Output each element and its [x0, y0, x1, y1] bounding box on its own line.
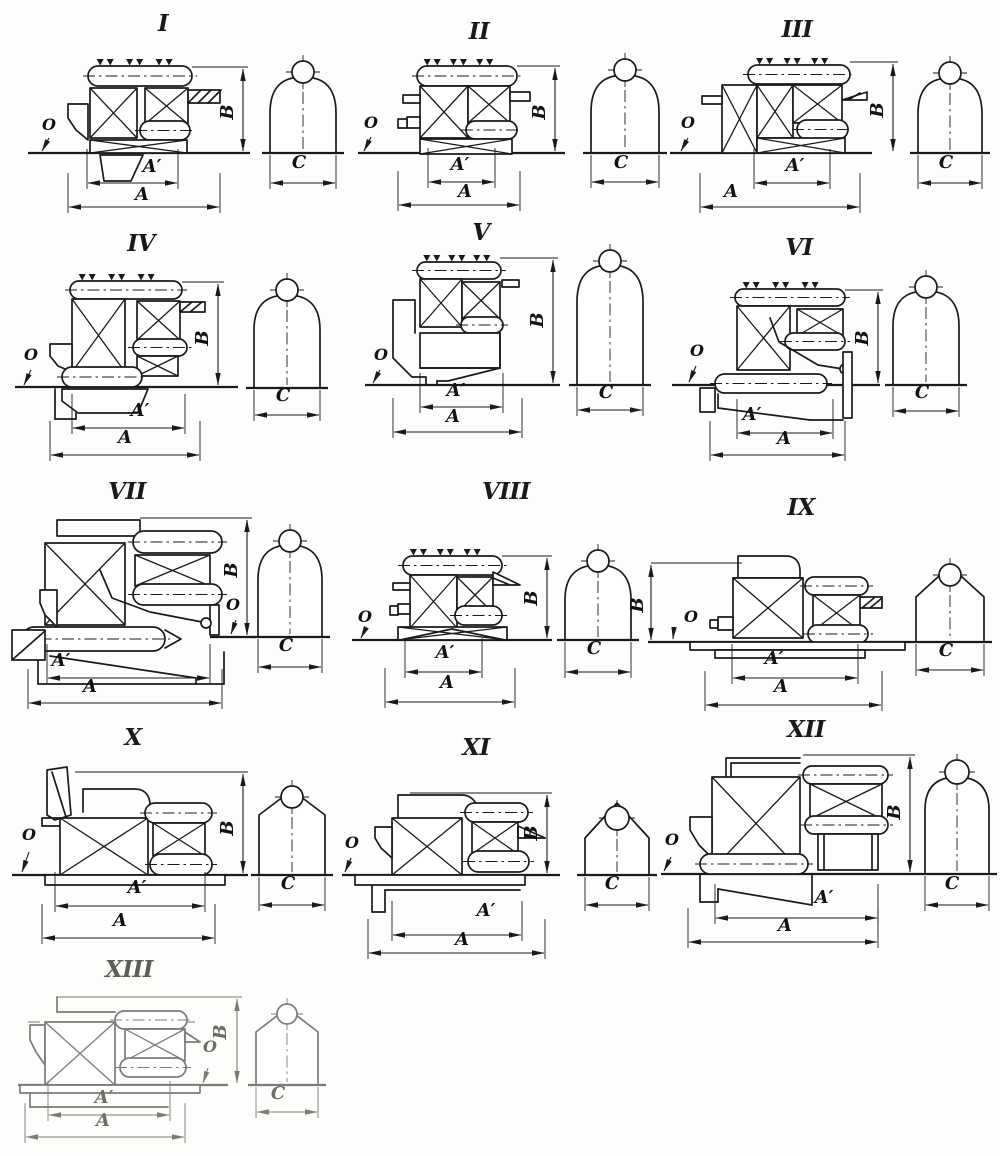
dim-label-b: B: [884, 804, 905, 820]
bolt-icon: [476, 59, 483, 66]
dim-label-a-outer: A: [96, 1110, 110, 1131]
dim-label-c: C: [275, 385, 291, 406]
figure-X-numeral: X: [124, 724, 142, 751]
figure-XIII-numeral: XIII: [104, 956, 154, 983]
bolt-icon: [156, 59, 163, 66]
bolt-icon: [107, 59, 114, 66]
bolt-icon: [784, 58, 791, 65]
dim-label-a-outer: A: [724, 181, 738, 202]
dim-label-a-inner: A′: [450, 154, 470, 175]
shaft-circle: [281, 786, 303, 808]
dim-label-a-outer: A: [455, 929, 469, 950]
datum-arrow-icon: [203, 1068, 208, 1083]
figure-XI-numeral: XI: [462, 734, 490, 761]
bolt-icon: [450, 59, 457, 66]
bolt-icon: [474, 549, 481, 556]
bolt-icon: [420, 549, 427, 556]
dim-label-a-inner: A′: [785, 155, 805, 176]
figure-IX-numeral: IX: [787, 494, 815, 521]
dim-label-a-inner: A′: [142, 156, 162, 177]
bolt-icon: [782, 282, 789, 289]
figure-I-numeral: I: [157, 10, 169, 37]
dim-label-c: C: [938, 640, 954, 661]
dim-label-a-outer: A: [778, 915, 792, 936]
bolt-icon: [756, 58, 763, 65]
datum-arrow-icon: [673, 628, 674, 639]
bolt-icon: [148, 274, 155, 281]
dim-label-c: C: [914, 382, 930, 403]
datum-arrow-icon: [361, 628, 366, 638]
dim-label-a-outer: A: [440, 672, 454, 693]
bolt-icon: [802, 282, 809, 289]
datum-o-label: O: [24, 345, 38, 364]
dim-label-a-inner: A′: [435, 642, 455, 663]
figure-VIII-drawing: [352, 544, 639, 708]
dim-label-c: C: [598, 382, 614, 403]
dim-label-c: C: [604, 873, 620, 894]
bolt-icon: [812, 282, 819, 289]
bolt-icon: [108, 274, 115, 281]
dim-label-a-outer: A: [135, 184, 149, 205]
figure-IX-drawing: [627, 556, 992, 711]
datum-o-label: O: [665, 830, 679, 849]
datum-o-label: O: [42, 115, 56, 134]
bolt-icon: [473, 255, 480, 262]
bolt-icon: [821, 58, 828, 65]
dim-label-b: B: [627, 597, 648, 613]
shaft-circle: [605, 806, 629, 830]
dim-label-a-inner: A′: [94, 1087, 114, 1108]
dim-label-c: C: [280, 873, 296, 894]
bolt-icon: [464, 549, 471, 556]
shaft-circle: [939, 62, 961, 84]
figure-II-numeral: II: [468, 18, 490, 45]
figure-V-drawing: [365, 244, 651, 438]
bolt-icon: [448, 255, 455, 262]
shaft-circle: [292, 61, 314, 83]
datum-arrow-icon: [24, 370, 31, 385]
dim-label-a-outer: A: [458, 181, 472, 202]
dim-label-b: B: [221, 562, 242, 578]
bolt-icon: [410, 549, 417, 556]
dim-label-c: C: [270, 1083, 286, 1104]
dim-label-b: B: [217, 820, 238, 836]
datum-arrow-icon: [664, 857, 671, 871]
dim-label-b: B: [527, 312, 548, 328]
datum-o-label: O: [22, 825, 36, 844]
bolt-icon: [136, 59, 143, 66]
dim-label-a-inner: A′: [764, 648, 784, 669]
datum-o-label: O: [684, 607, 698, 626]
dim-label-c: C: [944, 873, 960, 894]
figure-IV-numeral: IV: [127, 230, 155, 257]
bolt-icon: [79, 274, 86, 281]
bolt-icon: [138, 274, 145, 281]
figure-XIII-drawing: [18, 997, 326, 1143]
drum-cylinder: [805, 577, 868, 595]
datum-arrow-icon: [22, 852, 29, 872]
dim-label-c: C: [938, 152, 954, 173]
datum-o-label: O: [690, 341, 704, 360]
dim-label-c: C: [291, 152, 307, 173]
bolt-icon: [126, 59, 133, 66]
figure-I-drawing: [28, 55, 344, 213]
bolt-icon: [458, 255, 465, 262]
dim-label-a-outer: A: [777, 428, 791, 449]
figure-VII-drawing: [12, 518, 330, 709]
datum-arrow-icon: [345, 858, 351, 872]
dim-label-c: C: [278, 635, 294, 656]
bolt-icon: [766, 58, 773, 65]
figure-XII-numeral: XII: [787, 716, 825, 743]
figure-III-drawing: [670, 56, 990, 213]
dim-label-a-inner: A′: [742, 404, 762, 425]
bolt-icon: [811, 58, 818, 65]
dim-label-a-inner: A′: [814, 887, 834, 908]
bolt-icon: [423, 255, 430, 262]
dim-label-a-outer: A: [774, 676, 788, 697]
figure-IV-drawing: [15, 273, 328, 461]
datum-arrow-icon: [689, 366, 696, 382]
bolt-icon: [433, 255, 440, 262]
bolt-icon: [89, 274, 96, 281]
dim-label-a-outer: A: [446, 406, 460, 427]
shaft-circle: [939, 564, 961, 586]
dim-label-b: B: [852, 330, 873, 346]
shaft-circle: [599, 250, 621, 272]
dim-label-b: B: [192, 330, 213, 346]
shaft-circle: [279, 530, 301, 552]
dim-label-a-inner: A′: [476, 900, 496, 921]
shaft-circle: [614, 59, 636, 81]
bolt-icon: [166, 59, 173, 66]
dim-label-a-outer: A: [83, 676, 97, 697]
dim-label-b: B: [210, 1024, 231, 1040]
datum-arrow-icon: [373, 370, 380, 383]
datum-o-label: O: [364, 113, 378, 132]
shaft-circle: [915, 276, 937, 298]
bolt-icon: [794, 58, 801, 65]
bolt-icon: [772, 282, 779, 289]
dim-label-b: B: [217, 104, 238, 120]
figure-V-numeral: V: [472, 219, 490, 246]
dim-label-a-inner: A′: [127, 877, 147, 898]
figure-III-numeral: III: [781, 16, 813, 43]
figure-VII-numeral: VII: [108, 478, 146, 505]
datum-o-label: O: [358, 607, 372, 626]
figure-II-drawing: [358, 53, 667, 211]
figure-XII-drawing: [661, 754, 997, 948]
drum-cylinder: [150, 854, 212, 875]
figure-X-drawing: [12, 767, 333, 944]
datum-o-label: O: [681, 113, 695, 132]
datum-arrow-icon: [42, 138, 49, 151]
dim-label-a-inner: A′: [446, 380, 466, 401]
datum-o-label: O: [345, 833, 359, 852]
bolt-icon: [743, 282, 750, 289]
dim-label-b: B: [867, 102, 888, 118]
datum-arrow-icon: [681, 138, 688, 151]
datum-o-label: O: [226, 595, 240, 614]
figure-VI-drawing: [672, 270, 967, 461]
drum-cylinder: [465, 803, 528, 822]
shaft-circle: [945, 760, 969, 784]
dim-label-a-inner: A′: [51, 650, 71, 671]
datum-arrow-icon: [231, 620, 236, 634]
bolt-icon: [447, 549, 454, 556]
dim-label-b: B: [521, 590, 542, 606]
bolt-icon: [424, 59, 431, 66]
bolt-icon: [483, 255, 490, 262]
datum-arrow-icon: [364, 137, 371, 151]
bolt-icon: [460, 59, 467, 66]
shaft-circle: [276, 279, 298, 301]
datum-o-label: O: [203, 1037, 217, 1056]
shaft-circle: [277, 1004, 297, 1024]
bolt-icon: [434, 59, 441, 66]
dim-label-b: B: [529, 104, 550, 120]
figure-VI-numeral: VI: [785, 234, 813, 261]
bolt-icon: [118, 274, 125, 281]
dim-label-a-inner: A′: [130, 400, 150, 421]
dim-label-a-outer: A: [118, 427, 132, 448]
dim-label-c: C: [613, 152, 629, 173]
datum-o-label: O: [374, 345, 388, 364]
bolt-icon: [97, 59, 104, 66]
bolt-icon: [753, 282, 760, 289]
bolt-icon: [486, 59, 493, 66]
figure-VIII-numeral: VIII: [481, 478, 531, 505]
dim-label-a-outer: A: [113, 910, 127, 931]
shaft-circle: [587, 550, 609, 572]
figure-XI-drawing: [342, 793, 657, 959]
dim-label-b: B: [521, 825, 542, 841]
dim-label-c: C: [586, 638, 602, 659]
bolt-icon: [437, 549, 444, 556]
